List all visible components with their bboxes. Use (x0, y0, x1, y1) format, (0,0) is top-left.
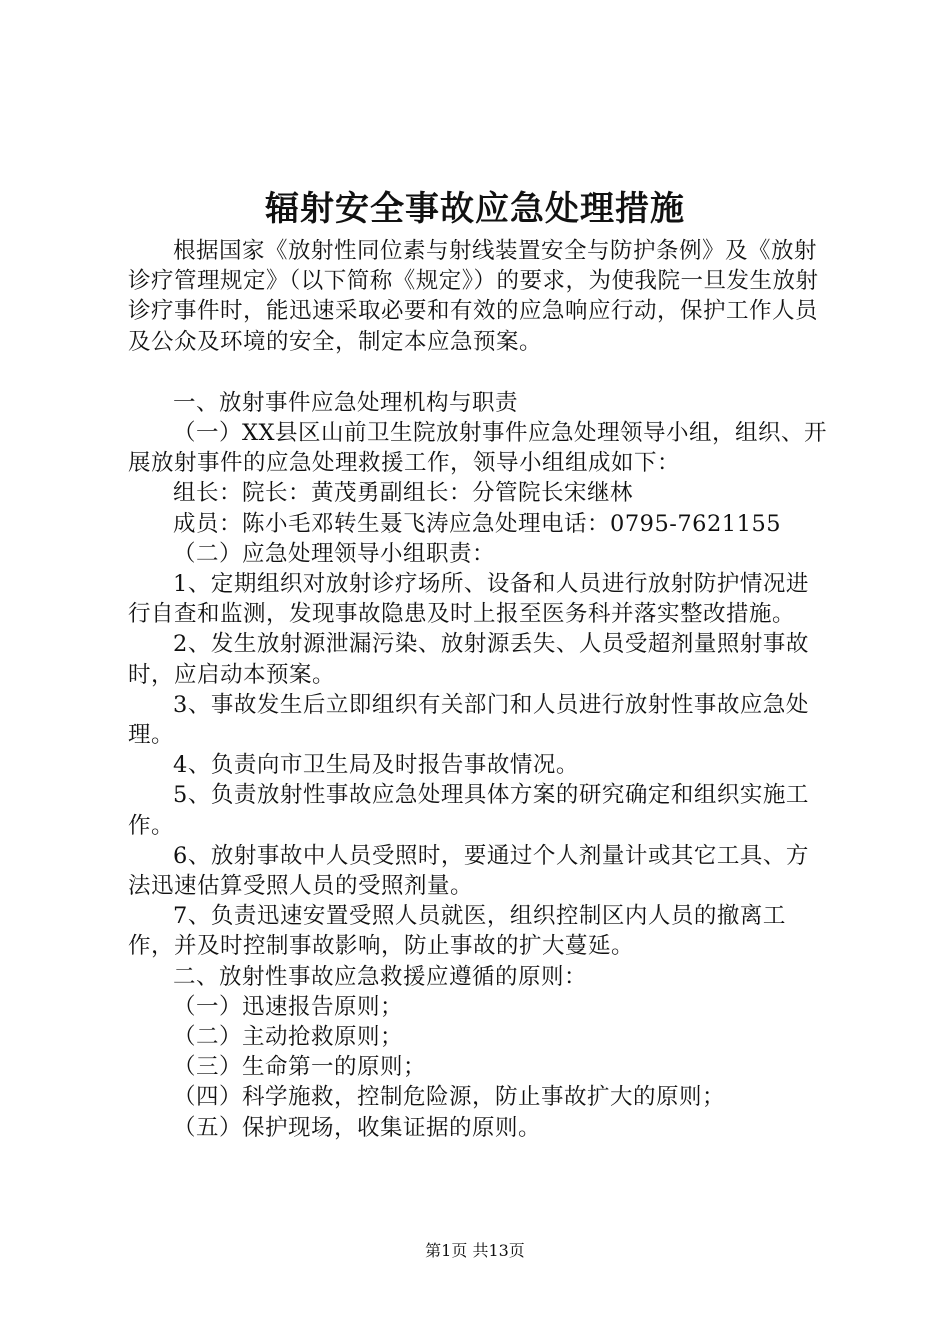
paragraph: （二）应急处理领导小组职责： (173, 540, 496, 567)
page-number: 第1页 共13页 (425, 1241, 525, 1260)
section-heading-1: 一、放射事件应急处理机构与职责 (173, 389, 519, 416)
principle-item: （一）迅速报告原则； (173, 993, 404, 1020)
intro-paragraph: 根据国家《放射性同位素与射线装置安全与防护条例》及《放射诊疗管理规定》（以下简称《规定》）的要求，为使我院一旦发生放射诊疗事件时，能迅速采取必要和有效的应急响应行动，保护工作人员及公众及环境的安全，制定本应急预案。 (128, 238, 819, 355)
principle-item: （三）生命第一的原则； (173, 1054, 427, 1081)
principle-item: （二）主动抢救原则； (173, 1024, 404, 1051)
principle-item: （四）科学施救，控制危险源，防止事故扩大的原则； (173, 1084, 726, 1111)
paragraph: 组长：院长：黄茂勇副组长：分管院长宋继林 (173, 480, 634, 507)
list-item: 1、定期组织对放射诊疗场所、设备和人员进行放射防护情况进行自查和监测，发现事故隐患及时上报至医务科并落实整改措施。 (128, 571, 809, 628)
document-title: 辐射安全事故应急处理措施 (265, 189, 685, 229)
paragraph: （一）XX县区山前卫生院放射事件应急处理领导小组，组织、开展放射事件的应急处理救援工作，领导小组组成如下： (128, 420, 828, 477)
paragraph: 成员：陈小毛邓转生聂飞涛应急处理电话：0795-7621155 (173, 510, 782, 537)
document-body (128, 236, 830, 1143)
list-item: 5、负责放射性事故应急处理具体方案的研究确定和组织实施工作。 (128, 782, 809, 839)
principle-item: （五）保护现场，收集证据的原则。 (173, 1114, 542, 1141)
list-item: 4、负责向市卫生局及时报告事故情况。 (173, 752, 579, 779)
list-item: 2、发生放射源泄漏污染、放射源丢失、人员受超剂量照射事故时，应启动本预案。 (128, 631, 809, 688)
list-item: 7、负责迅速安置受照人员就医，组织控制区内人员的撤离工作，并及时控制事故影响，防止事故的扩大蔓延。 (128, 903, 786, 960)
list-item: 3、事故发生后立即组织有关部门和人员进行放射性事故应急处理。 (128, 691, 809, 749)
section-heading-2: 二、放射性事故应急救援应遵循的原则： (173, 963, 588, 990)
list-item: 6、放射事故中人员受照时，要通过个人剂量计或其它工具、方法迅速估算受照人员的受照剂量。 (128, 842, 809, 900)
